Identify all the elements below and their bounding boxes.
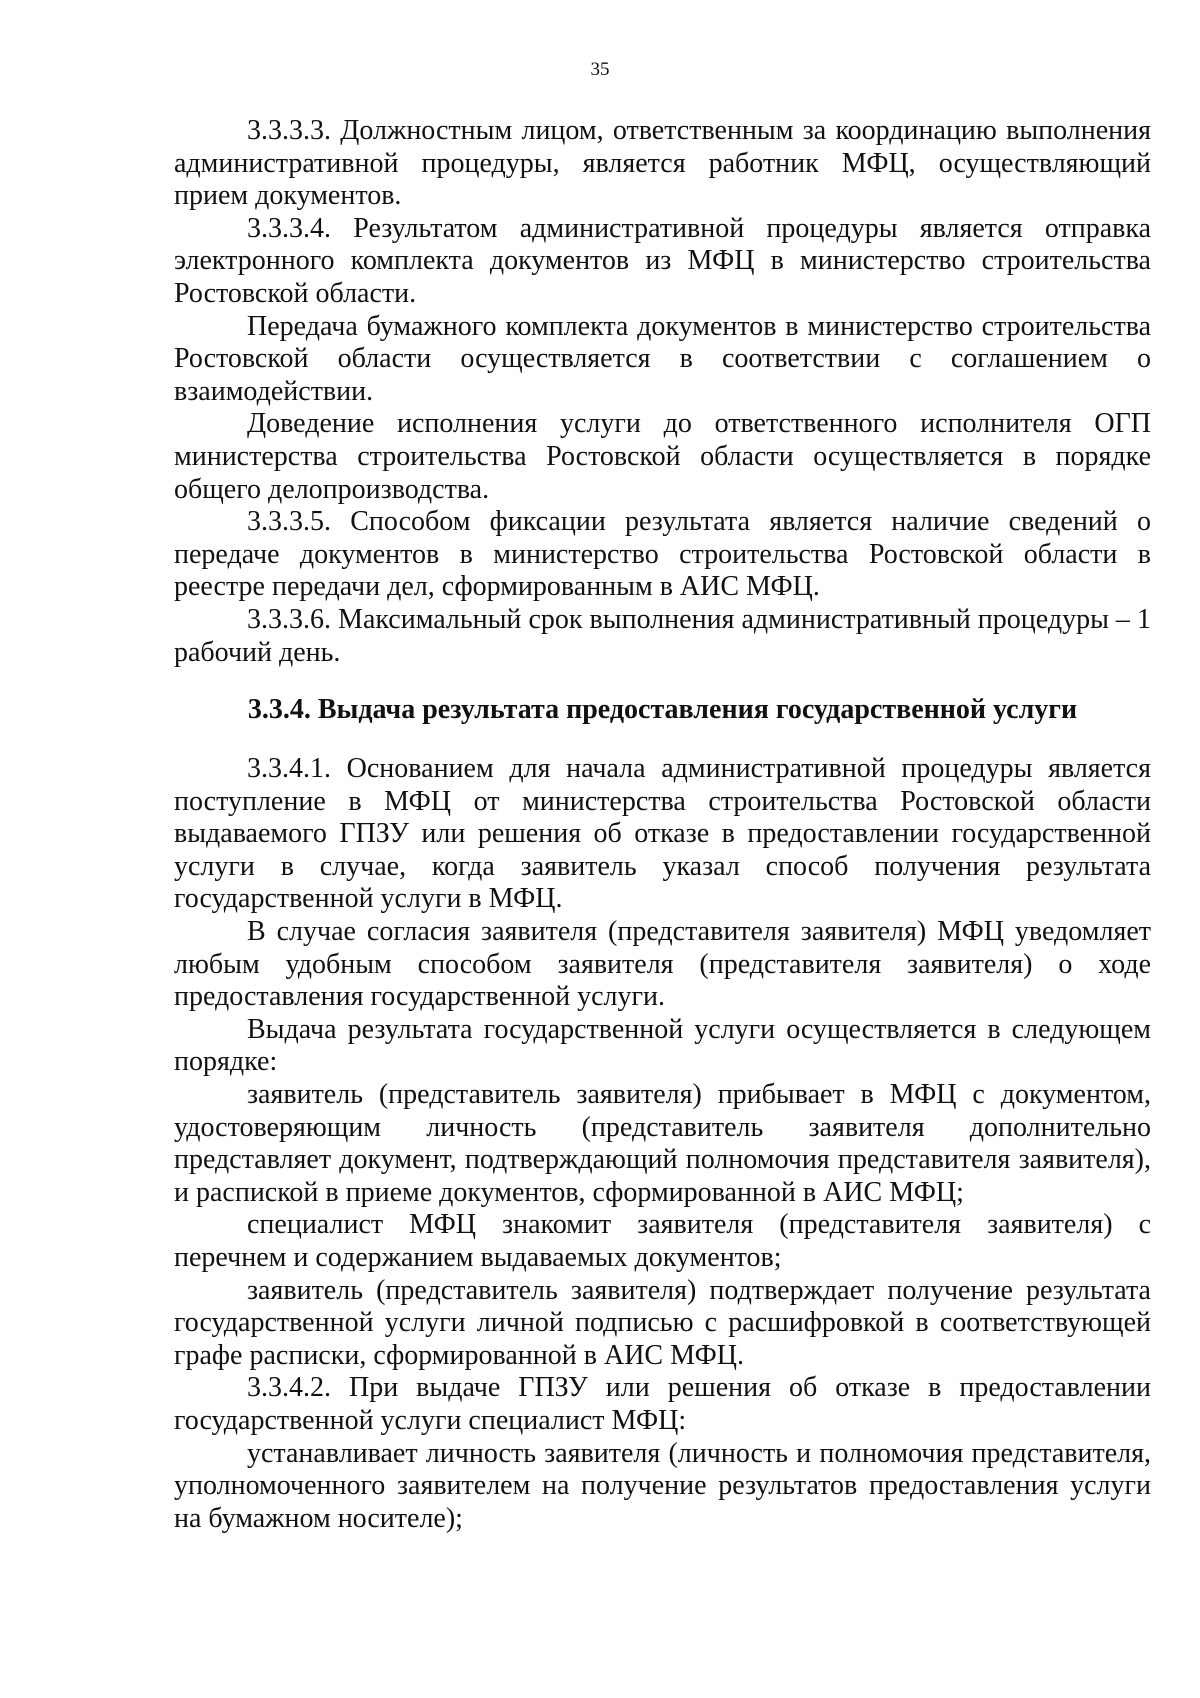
paragraph-identity-check: устанавливает личность заявителя (личность и полномочия представителя, уполномоченного заявителем на получение результатов предоставления услуги на бумажном носителе); xyxy=(174,1437,1151,1534)
document-body xyxy=(174,115,1151,1535)
paragraph-3-3-3-6: 3.3.3.6. Максимальный срок выполнения административный процедуры – 1 рабочий день. xyxy=(174,603,1151,668)
paragraph-3-3-3-3: 3.3.3.3. Должностным лицом, ответственным за координацию выполнения административной процедуры, является работник МФЦ, осуществляющий прием документов. xyxy=(174,115,1151,212)
paragraph-3-3-3-4: 3.3.3.4. Результатом административной процедуры является отправка электронного комплекта документов из МФЦ в министерство строительства Ростовской области. xyxy=(174,212,1151,309)
paragraph-execution-notice: Доведение исполнения услуги до ответственного исполнителя ОГП министерства строительства Ростовской области осуществляется в порядке общего делопроизводства. xyxy=(174,408,1151,505)
paragraph-3-3-3-5: 3.3.3.5. Способом фиксации результата является наличие сведений о передаче документов в министерство строительства Ростовской области в реестре передачи дел, сформированным в АИС МФЦ. xyxy=(174,506,1151,603)
paragraph-specialist-familiarizes: специалист МФЦ знакомит заявителя (представителя заявителя) с перечнем и содержанием выдаваемых документов; xyxy=(174,1209,1151,1273)
paragraph-issue-order: Выдача результата государственной услуги осуществляется в следующем порядке: xyxy=(174,1013,1151,1078)
paragraph-3-3-4-1: 3.3.4.1. Основанием для начала административной процедуры является поступление в МФЦ от министерства строительства Ростовской области выдаваемого ГПЗУ или решения об отказе в предоставлении государственной услуги в случае, когда заявитель указал способ получения результата государственной услуги в МФЦ. xyxy=(174,753,1151,915)
paragraph-applicant-confirms: заявитель (представитель заявителя) подтверждает получение результата государственной услуги личной подписью с расшифровкой в соответствующей графе расписки, сформированной в АИС МФЦ. xyxy=(174,1274,1151,1371)
paragraph-paper-transfer: Передача бумажного комплекта документов в министерство строительства Ростовской области осуществляется в соответствии с соглашением о взаимодействии. xyxy=(174,310,1151,407)
paragraph-applicant-arrives: заявитель (представитель заявителя) прибывает в МФЦ с документом, удостоверяющим личность (представитель заявителя дополнительно представляет документ, подтверждающий полномочия представителя заявителя), и распиской в приеме документов, сформированной в АИС МФЦ; xyxy=(174,1079,1151,1208)
paragraph-consent-notification: В случае согласия заявителя (представителя заявителя) МФЦ уведомляет любым удобным способом заявителя (представителя заявителя) о ходе предоставления государственной услуги. xyxy=(174,916,1151,1013)
paragraph-3-3-4-2: 3.3.4.2. При выдаче ГПЗУ или решения об отказе в предоставлении государственной услуги специалист МФЦ: xyxy=(174,1372,1151,1436)
section-heading-3-3-4: 3.3.4. Выдача результата предоставления государственной услуги xyxy=(247,694,1078,726)
page-number: 35 xyxy=(590,59,610,80)
